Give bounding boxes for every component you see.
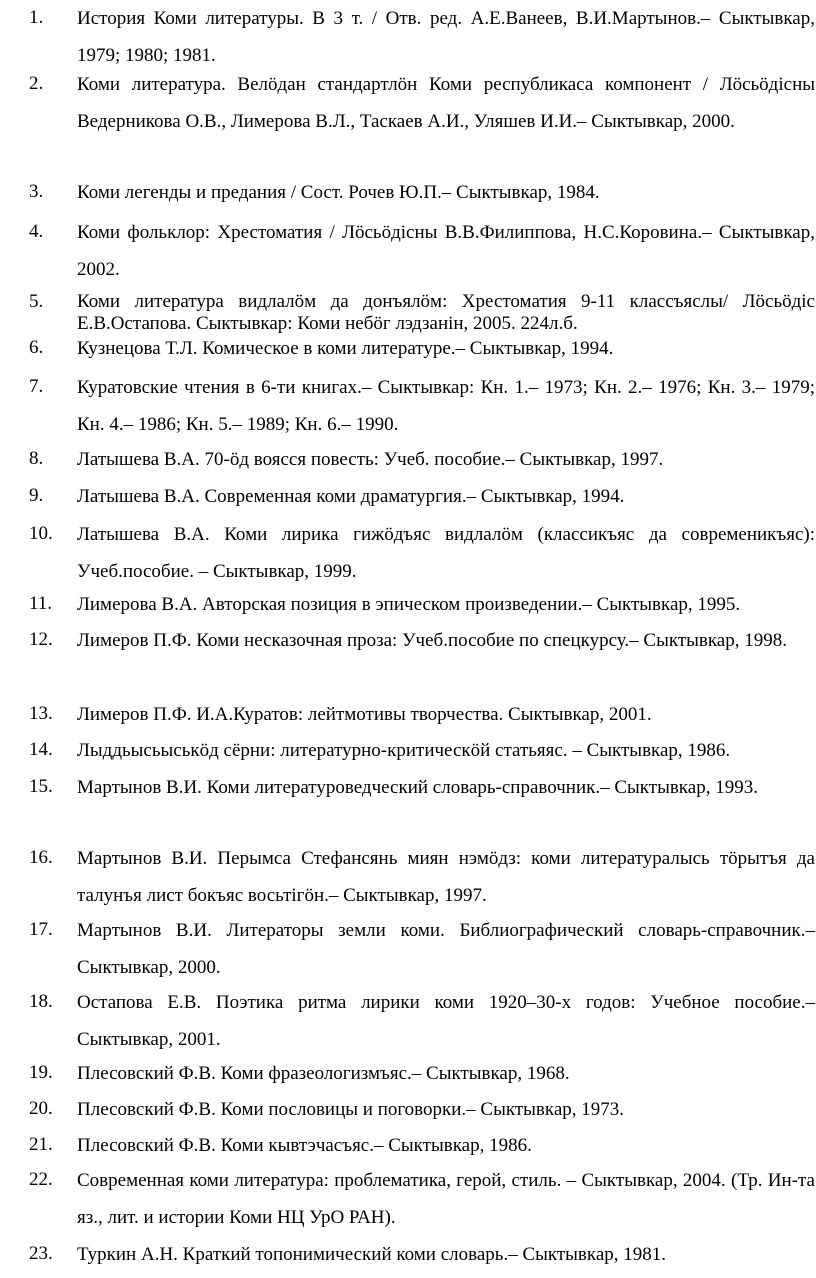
- entry-text: Латышева В.А. Коми лирика гижӧдъяс видлалӧм (классикъяс да современикъяс): Учеб.пособие. – Сыктывкар, 1999.: [77, 524, 815, 582]
- entry-text: Латышева В.А. 70-ӧд воясся повесть: Учеб. пособие.– Сыктывкар, 1997.: [77, 449, 664, 470]
- entry-number: 17.: [29, 919, 53, 940]
- entry-text: Лыддьысьыськӧд сёрни: литературно-критическӧй статьяяс. – Сыктывкар, 1986.: [77, 740, 731, 761]
- entry-text: Лимерова В.А. Авторская позиция в эпическом произведении.– Сыктывкар, 1995.: [77, 594, 741, 615]
- entry-number: 13.: [29, 703, 53, 724]
- entry-number: 6.: [29, 337, 44, 358]
- entry-number: 22.: [29, 1169, 53, 1190]
- entry-text: Коми литература. Велӧдан стандартлӧн Коми республикаса компонент / Лӧсьӧдісны Ведерникова О.В., Лимерова В.Л., Таскаев А.И., Уляшев И.И.– Сыктывкар, 2000.: [77, 74, 815, 132]
- entry-number: 23.: [29, 1243, 53, 1264]
- entry-number: 4.: [29, 221, 44, 242]
- entry-number: 19.: [29, 1062, 53, 1083]
- entry-text: Кузнецова Т.Л. Комическое в коми литературе.– Сыктывкар, 1994.: [77, 338, 614, 359]
- entry-number: 10.: [29, 523, 53, 544]
- entry-number: 3.: [29, 181, 44, 202]
- entry-text: Мартынов В.И. Коми литературоведческий словарь-справочник.– Сыктывкар, 1993.: [77, 777, 758, 798]
- entry-number: 11.: [29, 593, 53, 614]
- entry-number: 5.: [29, 291, 44, 312]
- entry-number: 20.: [29, 1098, 53, 1119]
- entry-text: Мартынов В.И. Литераторы земли коми. Библиографический словарь-справочник.– Сыктывкар, 2000.: [77, 920, 815, 978]
- entry-text: Куратовские чтения в 6-ти книгах.– Сыктывкар: Кн. 1.– 1973; Кн. 2.– 1976; Кн. 3.– 1979; Кн. 4.– 1986; Кн. 5.– 1989; Кн. 6.– 1990.: [77, 377, 815, 435]
- entry-number: 14.: [29, 739, 53, 760]
- entry-text: Современная коми литература: проблематика, герой, стиль. – Сыктывкар, 2004. (Тр. Ин-та яз., лит. и истории Коми НЦ УрО РАН).: [77, 1170, 815, 1228]
- entry-number: 21.: [29, 1134, 53, 1155]
- entry-text: Коми легенды и предания / Сост. Рочев Ю.П.– Сыктывкар, 1984.: [77, 182, 600, 203]
- entry-text: Коми фольклор: Хрестоматия / Лӧсьӧдісны В.В.Филиппова, Н.С.Коровина.– Сыктывкар, 2002.: [77, 222, 815, 280]
- entry-text: Лимеров П.Ф. Коми несказочная проза: Учеб.пособие по спецкурсу.– Сыктывкар, 1998.: [77, 630, 787, 651]
- entry-text: Остапова Е.В. Поэтика ритма лирики коми 1920–30-х годов: Учебное пособие.– Сыктывкар, 2001.: [77, 992, 815, 1050]
- entry-text: История Коми литературы. В 3 т. / Отв. ред. А.Е.Ванеев, В.И.Мартынов.– Сыктывкар, 1979; 1980; 1981.: [77, 8, 815, 66]
- entry-number: 2.: [29, 73, 44, 94]
- entry-number: 12.: [29, 629, 53, 650]
- entry-number: 7.: [29, 376, 44, 397]
- entry-number: 8.: [29, 448, 44, 469]
- entry-text: Туркин А.Н. Краткий топонимический коми словарь.– Сыктывкар, 1981.: [77, 1244, 667, 1265]
- entry-text: Плесовский Ф.В. Коми пословицы и поговорки.– Сыктывкар, 1973.: [77, 1099, 625, 1120]
- entry-text: Лимеров П.Ф. И.А.Куратов: лейтмотивы творчества. Сыктывкар, 2001.: [77, 704, 652, 725]
- entry-text: Плесовский Ф.В. Коми фразеологизмъяс.– Сыктывкар, 1968.: [77, 1063, 570, 1084]
- entry-number: 16.: [29, 847, 53, 868]
- entry-text: Плесовский Ф.В. Коми кывтэчасъяс.– Сыктывкар, 1986.: [77, 1135, 532, 1156]
- entry-number: 15.: [29, 776, 53, 797]
- entry-number: 18.: [29, 991, 53, 1012]
- entry-number: 1.: [29, 7, 44, 28]
- entry-text: Мартынов В.И. Перымса Стефансянь миян нэмӧдз: коми литературалысь тӧрытъя да талунъя лист бокъяс восьтігӧн.– Сыктывкар, 1997.: [77, 848, 815, 906]
- entry-text: Латышева В.А. Современная коми драматургия.– Сыктывкар, 1994.: [77, 486, 625, 507]
- entry-number: 9.: [29, 485, 44, 506]
- entry-text: Коми литература видлалӧм да донъялӧм: Хрестоматия 9-11 классъяслы/ Лӧсьӧдіс Е.В.Остапова. Сыктывкар: Коми небӧг лэдзанін, 2005. 224л.б.: [77, 291, 815, 334]
